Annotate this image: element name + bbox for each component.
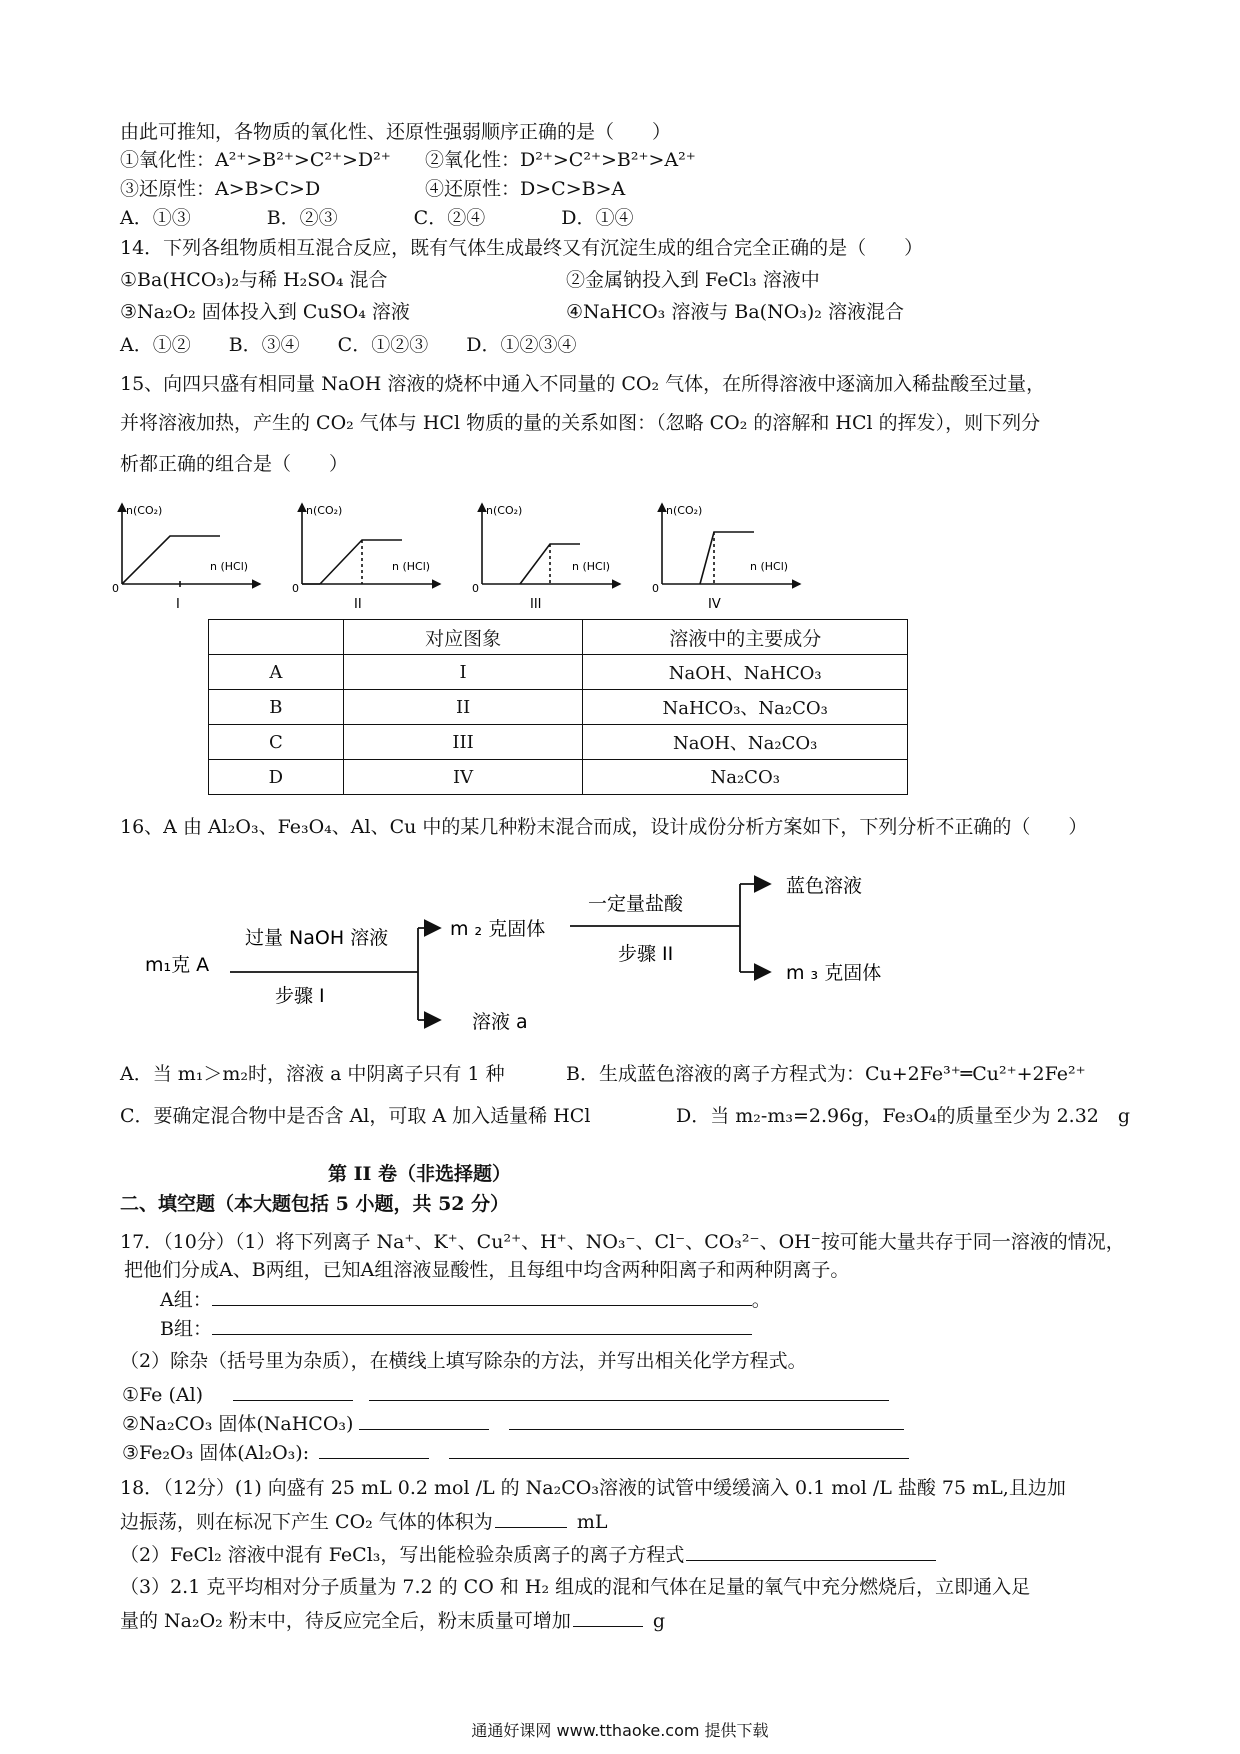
flow-solid2: m ₂ 克固体: [450, 918, 546, 940]
flow-start: m₁克 A: [145, 954, 210, 976]
table-cell: B: [209, 690, 344, 725]
q18-stem-2: [120, 1507, 607, 1536]
option-1: ①氧化性：A²⁺>B²⁺>C²⁺>D²⁺: [120, 149, 391, 171]
flow-solution-a: 溶液 a: [472, 1011, 528, 1033]
q18-part-2: [120, 1540, 936, 1569]
group-a-answer-blank[interactable]: [212, 1285, 752, 1306]
table-cell: A: [209, 655, 344, 690]
graph-i-ylabel: n(CO₂): [126, 504, 163, 517]
flow-reagent2: 一定量盐酸: [588, 893, 684, 915]
mass-increase-blank[interactable]: [573, 1606, 643, 1627]
q13-choices: A．①③ B．②③ C．②④ D．①④: [120, 207, 634, 229]
table-header-cell: 溶液中的主要成分: [583, 620, 908, 655]
q17-impurity-3: [122, 1438, 909, 1467]
q18-part-3-line-1: （3）2.1 克平均相对分子质量为 7.2 的 CO 和 H₂ 组成的混和气体在足量的氧气中充分燃烧后，立即通入足: [120, 1576, 1031, 1598]
impurity-1-label: ①Fe (Al): [122, 1384, 204, 1406]
graph-ii-xlabel: n (HCl): [392, 560, 431, 573]
table-row: [209, 690, 908, 725]
impurity-3-method-blank[interactable]: [319, 1438, 429, 1459]
q14-item-4: ④NaHCO₃ 溶液与 Ba(NO₃)₂ 溶液混合: [566, 301, 904, 323]
table-header-row: [209, 620, 908, 655]
q15-graphs: [110, 498, 850, 618]
option-2: ②氧化性：D²⁺>C²⁺>B²⁺>A²⁺: [425, 149, 696, 171]
impurity-3-equation-blank[interactable]: [449, 1438, 909, 1459]
q14-stem: 14．下列各组物质相互混合反应，既有气体生成最终又有沉淀生成的组合完全正确的是（ ）: [120, 237, 924, 259]
q14-item-3: ③Na₂O₂ 固体投入到 CuSO₄ 溶液: [120, 301, 410, 323]
q16-option-b: B．生成蓝色溶液的离子方程式为：Cu+2Fe³⁺═Cu²⁺+2Fe²⁺: [566, 1063, 1086, 1085]
q14-item-1: ①Ba(HCO₃)₂与稀 H₂SO₄ 混合: [120, 269, 388, 291]
co2-volume-unit: mL: [576, 1511, 608, 1533]
q18-part-3-line-2: [120, 1606, 665, 1635]
option-4: ④还原性：D>C>B>A: [425, 178, 626, 200]
table-header-cell: [209, 620, 344, 655]
graph-i-label: I: [176, 597, 180, 612]
section-2-title: [120, 1190, 509, 1218]
graph-iii-xlabel: n (HCl): [572, 560, 611, 573]
part-2-title: 第 II 卷（非选择题）: [328, 1163, 512, 1185]
q15-stem-3: 析都正确的组合是（ ）: [120, 453, 349, 475]
co2-volume-blank[interactable]: [495, 1507, 567, 1528]
group-b-answer-blank[interactable]: [212, 1314, 752, 1335]
impurity-3-label: ③Fe₂O₃ 固体(Al₂O₃):: [122, 1442, 310, 1464]
q15-stem-2: 并将溶液加热，产生的 CO₂ 气体与 HCl 物质的量的关系如图：（忽略 CO₂ 的溶解和 HCl 的挥发），则下列分: [120, 412, 1041, 434]
table-cell: NaOH、NaHCO₃: [583, 655, 908, 690]
flow-solid3: m ₃ 克固体: [786, 962, 882, 984]
q18-part-2-text: （2）FeCl₂ 溶液中混有 FeCl₃，写出能检验杂质离子的离子方程式: [120, 1544, 685, 1566]
graph-iii-label: III: [530, 597, 542, 612]
impurity-1-equation-blank[interactable]: [369, 1380, 889, 1401]
flow-blue-solution: 蓝色溶液: [786, 875, 863, 897]
q17-group-a: [160, 1285, 771, 1314]
flow-step1: 步骤 I: [275, 985, 325, 1007]
table-row: [209, 655, 908, 690]
option-3: ③还原性：A>B>C>D: [120, 178, 321, 200]
q18-part-3-text: 量的 Na₂O₂ 粉末中，待反应完全后，粉末质量可增加: [120, 1610, 571, 1632]
table-cell: NaOH、Na₂CO₃: [583, 725, 908, 760]
q16-option-a: A．当 m₁＞m₂时，溶液 a 中阴离子只有 1 种: [120, 1063, 505, 1085]
q17-stem-2: 把他们分成A、B两组，已知A组溶液显酸性，且每组中均含两种阳离子和两种阴离子。: [124, 1259, 850, 1281]
impurity-1-method-blank[interactable]: [233, 1380, 353, 1401]
graph-i-origin: 0: [112, 582, 119, 595]
q15-stem-1: 15、向四只盛有相同量 NaOH 溶液的烧杯中通入不同量的 CO₂ 气体，在所得溶液中逐滴加入稀盐酸至过量，: [120, 373, 1046, 395]
q16-option-d: D．当 m₂-m₃=2.96g，Fe₃O₄的质量至少为 2.32 g: [676, 1105, 1131, 1127]
q17-impurity-2: [122, 1409, 904, 1438]
q16-option-c: C．要确定混合物中是否含 Al，可取 A 加入适量稀 HCl: [120, 1105, 591, 1127]
q17-group-b: [160, 1314, 752, 1343]
graph-iii-origin: 0: [472, 582, 479, 595]
footer-text: 通通好课网 www.tthaoke.com 提供下载: [471, 1721, 769, 1740]
graph-iv-xlabel: n (HCl): [750, 560, 789, 573]
table-cell: Na₂CO₃: [583, 760, 908, 795]
table-header-cell: 对应图象: [343, 620, 583, 655]
flow-reagent1: 过量 NaOH 溶液: [245, 927, 389, 949]
q18-stem-1: 18．（12分）(1) 向盛有 25 mL 0.2 mol /L 的 Na₂CO₃溶液的试管中缓缓滴入 0.1 mol /L 盐酸 75 mL,且边加: [120, 1477, 1066, 1499]
q13-conclusion: 由此可推知，各物质的氧化性、还原性强弱顺序正确的是（ ）: [120, 121, 672, 143]
q17-part-2: （2）除杂（括号里为杂质），在横线上填写除杂的方法，并写出相关化学方程式。: [120, 1350, 807, 1372]
q16-flowchart: [140, 860, 960, 1040]
graph-i-xlabel: n (HCl): [210, 560, 249, 573]
graph-ii-label: II: [354, 597, 362, 612]
graph-ii-ylabel: n(CO₂): [306, 504, 343, 517]
group-a-end: 。: [751, 1289, 771, 1311]
mass-increase-unit: g: [652, 1610, 666, 1632]
impurity-2-equation-blank[interactable]: [509, 1409, 904, 1430]
q18-part-1-text: 边振荡，则在标况下产生 CO₂ 气体的体积为: [120, 1511, 493, 1533]
table-cell: II: [343, 690, 583, 725]
table-cell: III: [343, 725, 583, 760]
group-b-label: B组：: [160, 1318, 212, 1340]
impurity-2-method-blank[interactable]: [359, 1409, 489, 1430]
q17-impurity-1: [122, 1380, 889, 1409]
table-cell: NaHCO₃、Na₂CO₃: [583, 690, 908, 725]
section-2-heading: 二、填空题（本大题包括 5 小题，共 52 分）: [120, 1193, 510, 1215]
flow-step2: 步骤 II: [618, 943, 674, 965]
graph-iii-ylabel: n(CO₂): [486, 504, 523, 517]
table-row: [209, 725, 908, 760]
table-row: [209, 760, 908, 795]
graph-ii-origin: 0: [292, 582, 299, 595]
q17-stem-1: 17．（10分）（1）将下列离子 Na⁺、K⁺、Cu²⁺、H⁺、NO₃⁻、Cl⁻、CO₃²⁻、OH⁻按可能大量共存于同一溶液的情况，: [120, 1231, 1125, 1253]
graph-iv-ylabel: n(CO₂): [666, 504, 703, 517]
graph-iv-origin: 0: [652, 582, 659, 595]
table-cell: IV: [343, 760, 583, 795]
q14-item-2: ②金属钠投入到 FeCl₃ 溶液中: [566, 269, 820, 291]
table-cell: I: [343, 655, 583, 690]
group-a-label: A组：: [160, 1289, 212, 1311]
q14-choices: A．①② B．③④ C．①②③ D．①②③④: [120, 334, 577, 356]
ionic-equation-blank[interactable]: [686, 1540, 936, 1561]
graph-iv-label: IV: [708, 597, 721, 612]
table-cell: D: [209, 760, 344, 795]
q16-stem: 16、A 由 Al₂O₃、Fe₃O₄、Al、Cu 中的某几种粉末混合而成，设计成份分析方案如下，下列分析不正确的（ ）: [120, 816, 1088, 838]
table-cell: C: [209, 725, 344, 760]
q15-options-table: [208, 619, 908, 795]
impurity-2-label: ②Na₂CO₃ 固体(NaHCO₃): [122, 1413, 354, 1435]
